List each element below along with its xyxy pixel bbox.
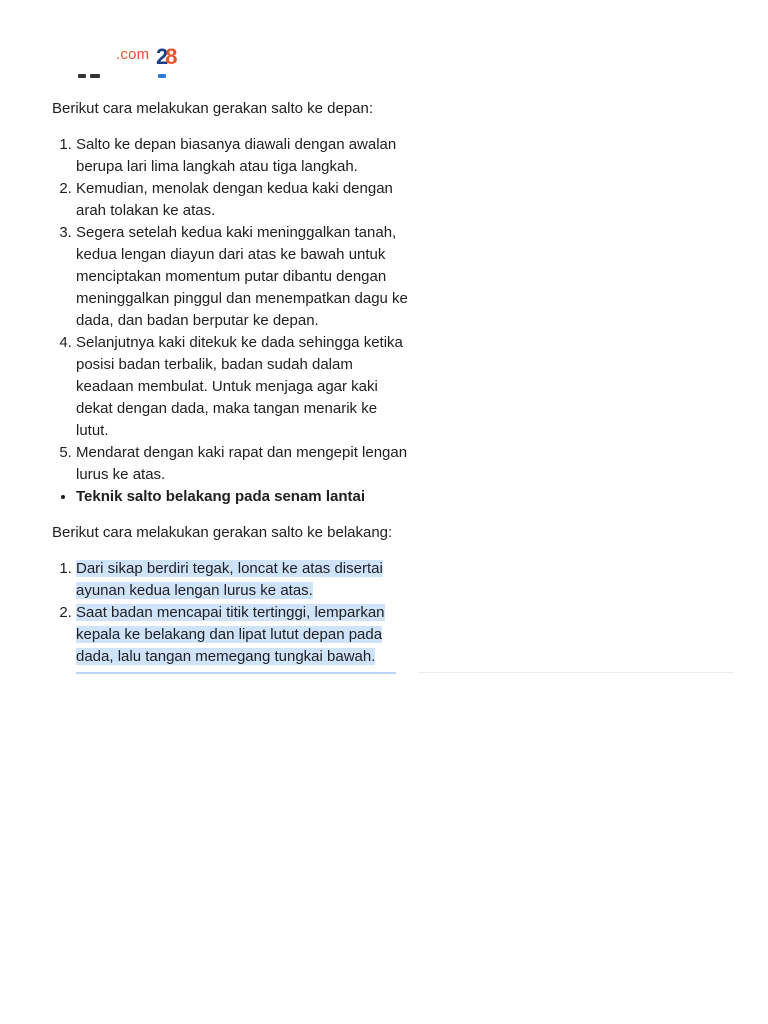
logo-digit-2: 8 (165, 44, 178, 69)
backward-salto-subheading-list (52, 486, 412, 508)
list-item: 4. Selanjutnya kaki ditekuk ke dada sehingga ketika posisi badan terbalik, badan sudah dalam keadaan membulat. Untuk menjaga agar kaki dekat dengan dada, maka tangan menarik ke lutut. (76, 332, 412, 442)
cropped-heading-fragment (76, 66, 176, 80)
backward-salto-heading: • Teknik salto belakang pada senam lantai (76, 486, 412, 508)
content-divider (418, 672, 734, 673)
list-item (76, 602, 412, 668)
list-item: 2. Kemudian, menolak dengan kedua kaki dengan arah tolakan ke atas. (76, 178, 412, 222)
article-body (52, 98, 412, 668)
intro-backward-salto: Berikut cara melakukan gerakan salto ke belakang: (52, 524, 393, 541)
intro-forward-salto: Berikut cara melakukan gerakan salto ke depan: (52, 100, 374, 117)
list-item: 3. Segera setelah kedua kaki meninggalkan tanah, kedua lengan diayun dari atas ke bawah untuk menciptakan momentum putar dibantu dengan meninggalkan pinggul dan menempatkan dagu ke dada, dan badan berputar ke depan. (76, 222, 412, 332)
selected-text[interactable]: Dari sikap berdiri tegak, loncat ke atas disertai ayunan kedua lengan lurus ke atas. (76, 560, 383, 599)
logo-digit-1: 2 (156, 44, 169, 69)
forward-salto-steps (52, 134, 412, 486)
selection-underline (76, 672, 396, 674)
list-item: 1. Salto ke depan biasanya diawali dengan awalan berupa lari lima langkah atau tiga langkah. (76, 134, 412, 178)
list-item: 5. Mendarat dengan kaki rapat dan mengepit lengan lurus ke atas. (76, 442, 412, 486)
list-item (76, 558, 412, 602)
backward-salto-steps (52, 558, 412, 668)
logo-domain-text: .com (116, 46, 150, 63)
selected-text[interactable]: Saat badan mencapai titik tertinggi, lemparkan kepala ke belakang dan lipat lutut depan pada dada, lalu tangan memegang tungkai bawah. (76, 604, 385, 665)
